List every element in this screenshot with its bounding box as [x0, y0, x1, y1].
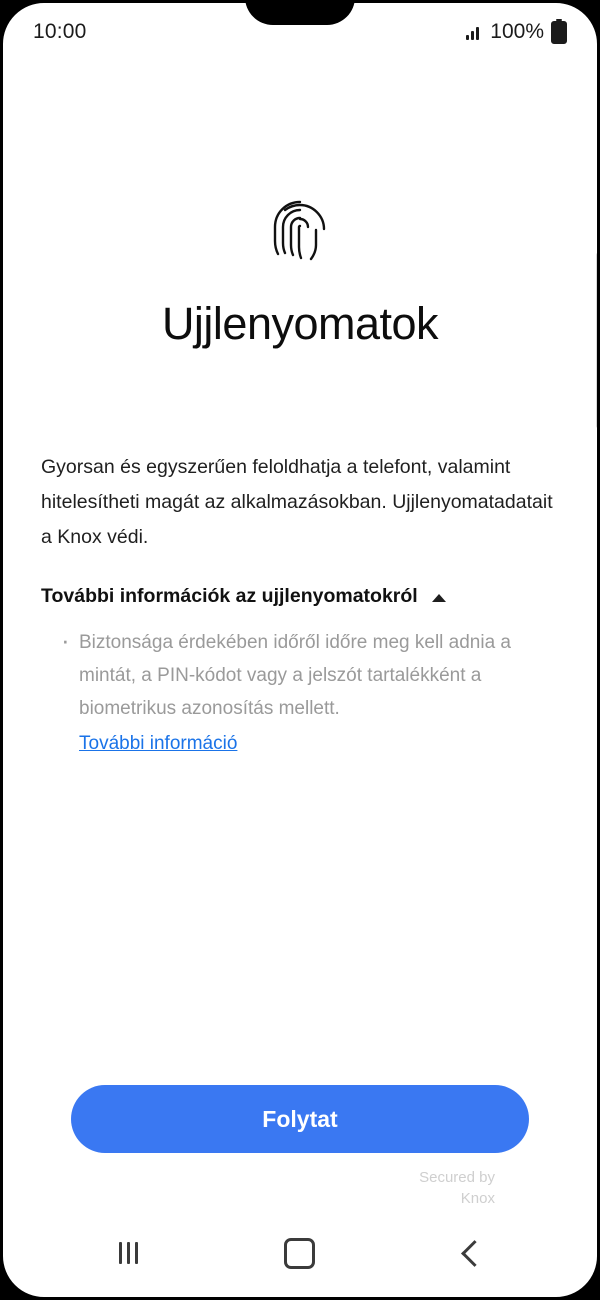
screen-content [3, 61, 597, 1297]
caret-up-icon [432, 594, 446, 602]
battery-full-icon [551, 21, 567, 44]
back-icon [461, 1240, 488, 1267]
home-button[interactable] [265, 1223, 335, 1283]
cta-container [3, 1085, 597, 1209]
knox-line-2: Knox [460, 1190, 495, 1207]
bullet-list [41, 626, 559, 755]
body-section [3, 450, 597, 755]
navigation-bar [3, 1209, 597, 1297]
list-item: · Biztonsága érdekében időről időre meg kell adnia a mintát, a PIN-kódot vagy a jelszót tartalékként a biometrikus azonosítás mellett. [61, 626, 559, 725]
spacer [3, 755, 597, 1085]
more-info-link[interactable]: További információ [79, 733, 238, 754]
more-info-label: További információk az ujjlenyomatokról [41, 585, 418, 607]
fingerprint-icon [258, 186, 342, 270]
recents-button[interactable] [94, 1223, 164, 1283]
recents-icon [119, 1242, 138, 1264]
continue-button[interactable]: Folytat [71, 1085, 529, 1153]
more-info-toggle[interactable] [41, 585, 559, 608]
hero-section [3, 61, 597, 350]
page-title: Ujjlenyomatok [161, 298, 439, 349]
description-text: Gyorsan és egyszerűen feloldhatja a telefont, valamint hitelesítheti magát az alkalmazásokban. Ujjlenyomatadatait a Knox védi. [41, 456, 553, 548]
back-button[interactable] [436, 1223, 506, 1283]
status-time: 10:00 [33, 20, 87, 43]
knox-badge [71, 1167, 529, 1209]
signal-bars-icon [466, 25, 483, 40]
camera-notch [245, 0, 355, 25]
knox-line-1: Secured by [419, 1169, 495, 1186]
home-icon [284, 1238, 315, 1269]
status-indicators [466, 20, 567, 44]
battery-percent-label: 100% [490, 20, 544, 43]
